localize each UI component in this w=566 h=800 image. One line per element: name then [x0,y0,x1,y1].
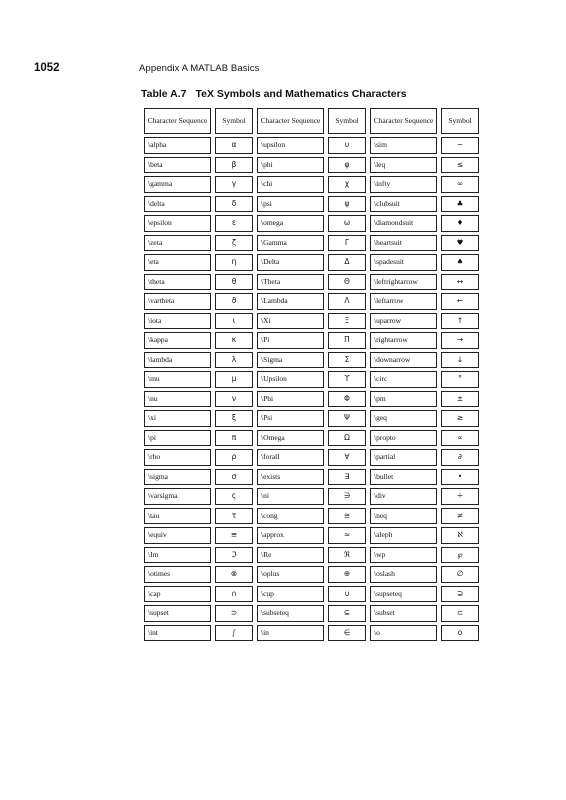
character-sequence-cell: \varsigma [144,488,211,505]
symbol-cell: ± [441,391,479,408]
character-sequence-cell: \equiv [144,527,211,544]
character-sequence-cell: \epsilon [144,215,211,232]
character-sequence-cell: \gamma [144,176,211,193]
symbol-cell: ∫ [215,625,253,642]
character-sequence-cell: \bullet [370,469,437,486]
symbol-cell: ζ [215,235,253,252]
character-sequence-cell: \xi [144,410,211,427]
running-head: Appendix A MATLAB Basics [139,63,260,74]
symbol-cell: ∪ [328,586,366,603]
column-header-character-sequence: Character Sequence [370,108,437,134]
character-sequence-cell: \lambda [144,352,211,369]
symbol-cell: ≅ [328,508,366,525]
symbol-cell: λ [215,352,253,369]
character-sequence-cell: \Xi [257,313,324,330]
symbol-cell: Ξ [328,313,366,330]
symbol-cell: µ [215,371,253,388]
symbol-cell: κ [215,332,253,349]
character-sequence-cell: \phi [257,157,324,174]
character-sequence-cell: \upsilon [257,137,324,154]
character-sequence-cell: \int [144,625,211,642]
character-sequence-cell: \supset [144,605,211,622]
character-sequence-cell: \kappa [144,332,211,349]
character-sequence-cell: \in [257,625,324,642]
symbol-cell: • [441,469,479,486]
symbol-cell: ν [215,391,253,408]
character-sequence-cell: \omega [257,215,324,232]
character-sequence-cell: \o [370,625,437,642]
character-sequence-cell: \heartsuit [370,235,437,252]
character-sequence-cell: \clubsuit [370,196,437,213]
character-sequence-cell: \Theta [257,274,324,291]
character-sequence-cell: \Im [144,547,211,564]
character-sequence-cell: \Lambda [257,293,324,310]
symbol-cell: ∀ [328,449,366,466]
character-sequence-cell: \approx [257,527,324,544]
symbol-cell: Φ [328,391,366,408]
symbol-cell: ≡ [215,527,253,544]
character-sequence-cell: \vartheta [144,293,211,310]
character-sequence-cell: \div [370,488,437,505]
symbol-cell: ∩ [215,586,253,603]
character-sequence-cell: \partial [370,449,437,466]
character-sequence-cell: \delta [144,196,211,213]
character-sequence-cell: \propto [370,430,437,447]
symbol-cell: ↓ [441,352,479,369]
character-sequence-cell: \supseteq [370,586,437,603]
symbol-cell: ≠ [441,508,479,525]
column-header-character-sequence: Character Sequence [144,108,211,134]
symbol-cell: ≈ [328,527,366,544]
character-sequence-cell: \Sigma [257,352,324,369]
symbol-cell: ℘ [441,547,479,564]
symbol-cell: ∃ [328,469,366,486]
symbol-cell: ∋ [328,488,366,505]
page-number: 1052 [34,62,60,74]
character-sequence-cell: \otimes [144,566,211,583]
symbol-cell: Π [328,332,366,349]
character-sequence-cell: \tau [144,508,211,525]
symbol-cell: γ [215,176,253,193]
character-sequence-cell: \neq [370,508,437,525]
symbol-cell: ↑ [441,313,479,330]
character-sequence-cell: \leftrightarrow [370,274,437,291]
symbol-cell: ⊂ [441,605,479,622]
page-header [34,62,514,76]
symbol-cell: Λ [328,293,366,310]
symbol-cell: σ [215,469,253,486]
character-sequence-cell: \oplus [257,566,324,583]
symbol-cell: π [215,430,253,447]
character-sequence-cell: \Pi [257,332,324,349]
symbol-cell: → [441,332,479,349]
column-header-symbol: Symbol [328,108,366,134]
character-sequence-cell: \leftarrow [370,293,437,310]
symbol-cell: ≥ [441,410,479,427]
column-header-symbol: Symbol [215,108,253,134]
symbol-cell: ∞ [441,176,479,193]
symbol-cell: ς [215,488,253,505]
character-sequence-cell: \ni [257,488,324,505]
symbol-cell: ♥ [441,235,479,252]
symbol-cell: ϒ [328,371,366,388]
character-sequence-cell: \exists [257,469,324,486]
symbol-cell: ι [215,313,253,330]
symbol-cell: Θ [328,274,366,291]
character-sequence-cell: \pm [370,391,437,408]
character-sequence-cell: \downarrow [370,352,437,369]
symbol-cell: φ [328,157,366,174]
symbol-cell: ο [441,625,479,642]
symbol-cell: ~ [441,137,479,154]
symbol-cell: χ [328,176,366,193]
symbol-cell: ° [441,371,479,388]
table-caption: TeX Symbols and Mathematics Characters [195,88,407,100]
character-sequence-cell: \theta [144,274,211,291]
symbol-cell: ♠ [441,254,479,271]
symbol-cell: ← [441,293,479,310]
symbol-cell: ♣ [441,196,479,213]
symbol-cell: ∅ [441,566,479,583]
character-sequence-cell: \Gamma [257,235,324,252]
character-sequence-cell: \wp [370,547,437,564]
symbol-cell: ℜ [328,547,366,564]
character-sequence-cell: \zeta [144,235,211,252]
character-sequence-cell: \Phi [257,391,324,408]
character-sequence-cell: \cong [257,508,324,525]
symbol-cell: ϑ [215,293,253,310]
character-sequence-cell: \subseteq [257,605,324,622]
symbol-cell: ⊃ [215,605,253,622]
character-sequence-cell: \uparrow [370,313,437,330]
symbol-cell: ∝ [441,430,479,447]
character-sequence-cell: \forall [257,449,324,466]
symbol-cell: ↔ [441,274,479,291]
character-sequence-cell: \infty [370,176,437,193]
character-sequence-cell: \diamondsuit [370,215,437,232]
character-sequence-cell: \cap [144,586,211,603]
symbol-cell: Σ [328,352,366,369]
character-sequence-cell: \eta [144,254,211,271]
character-sequence-cell: \alpha [144,137,211,154]
symbol-cell: υ [328,137,366,154]
symbol-cell: Δ [328,254,366,271]
character-sequence-cell: \Omega [257,430,324,447]
character-sequence-cell: \pi [144,430,211,447]
character-sequence-cell: \Upsilon [257,371,324,388]
character-sequence-cell: \sigma [144,469,211,486]
symbol-cell: ∈ [328,625,366,642]
character-sequence-cell: \chi [257,176,324,193]
character-sequence-cell: \rightarrow [370,332,437,349]
character-sequence-cell: \cup [257,586,324,603]
character-sequence-cell: \sim [370,137,437,154]
symbol-cell: ÷ [441,488,479,505]
character-sequence-cell: \subset [370,605,437,622]
character-sequence-cell: \Psi [257,410,324,427]
symbol-cell: ψ [328,196,366,213]
character-sequence-cell: \mu [144,371,211,388]
symbol-cell: Ω [328,430,366,447]
symbol-cell: ℑ [215,547,253,564]
character-sequence-cell: \spadesuit [370,254,437,271]
symbol-cell: θ [215,274,253,291]
symbol-cell: ℵ [441,527,479,544]
symbol-cell: δ [215,196,253,213]
symbol-cell: Γ [328,235,366,252]
character-sequence-cell: \oslash [370,566,437,583]
symbol-cell: ω [328,215,366,232]
symbol-cell: ε [215,215,253,232]
symbol-cell: ⊗ [215,566,253,583]
symbol-cell: ⊇ [441,586,479,603]
character-sequence-cell: \Delta [257,254,324,271]
character-sequence-cell: \Re [257,547,324,564]
character-sequence-cell: \circ [370,371,437,388]
symbol-cell: τ [215,508,253,525]
character-sequence-cell: \iota [144,313,211,330]
symbol-cell: α [215,137,253,154]
symbol-cell: ♦ [441,215,479,232]
character-sequence-cell: \geq [370,410,437,427]
symbol-cell: η [215,254,253,271]
character-sequence-cell: \beta [144,157,211,174]
symbol-cell: Ψ [328,410,366,427]
character-sequence-cell: \rho [144,449,211,466]
tex-symbol-table [144,108,479,641]
table-label: Table A.7 [141,88,187,100]
character-sequence-cell: \leq [370,157,437,174]
symbol-cell: ⊆ [328,605,366,622]
table-title [141,88,407,100]
character-sequence-cell: \nu [144,391,211,408]
character-sequence-cell: \psi [257,196,324,213]
column-header-character-sequence: Character Sequence [257,108,324,134]
character-sequence-cell: \aleph [370,527,437,544]
symbol-cell: ⊕ [328,566,366,583]
symbol-cell: ρ [215,449,253,466]
symbol-cell: β [215,157,253,174]
symbol-cell: ∂ [441,449,479,466]
column-header-symbol: Symbol [441,108,479,134]
symbol-cell: ≤ [441,157,479,174]
symbol-cell: ξ [215,410,253,427]
